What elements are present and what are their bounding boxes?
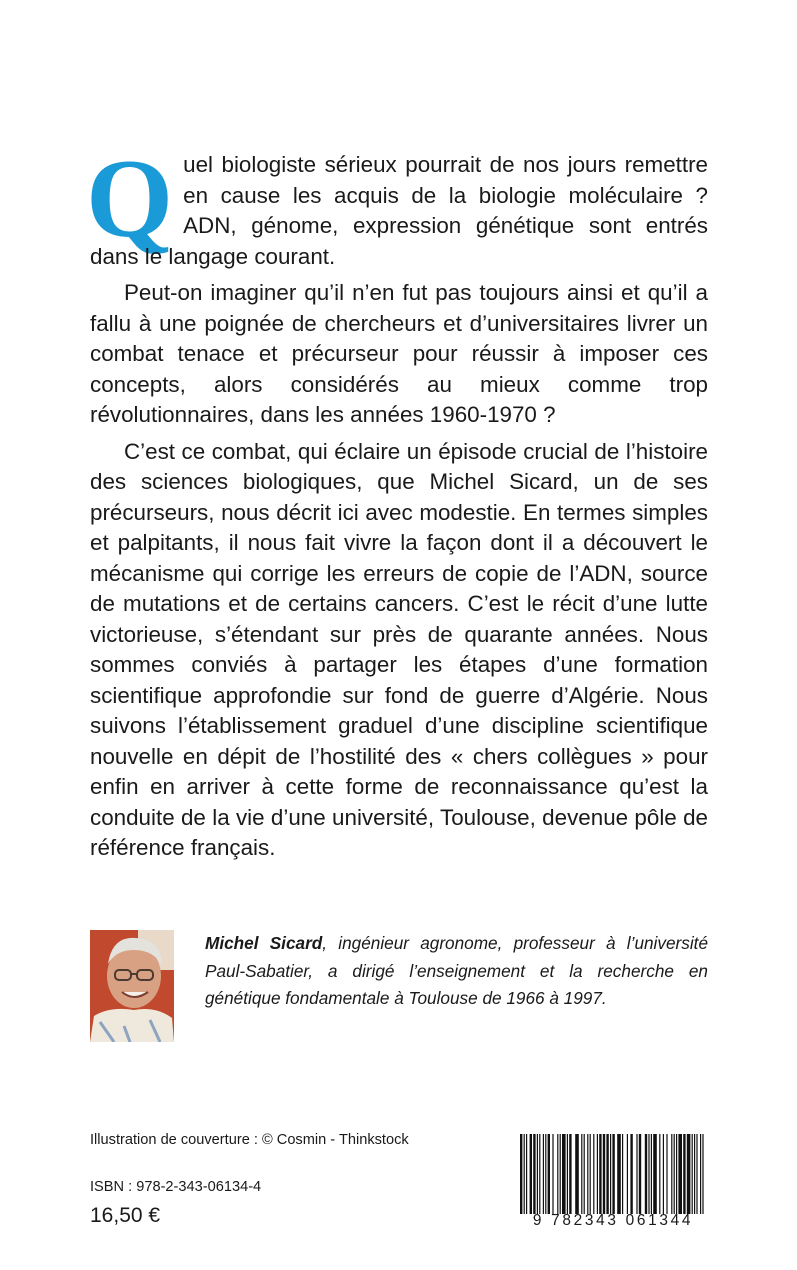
barcode-bar: [599, 1134, 601, 1214]
barcode-bar: [671, 1134, 672, 1214]
author-bio-text: , ingénieur agronome, professeur à l’université Paul-Sabatier, a dirigé l’enseignement et la recherche en génétique fondamentale à Toulouse de 1966 à 1997.: [205, 933, 708, 1008]
drop-cap: Q: [86, 137, 174, 261]
barcode-bars: [518, 1134, 708, 1214]
barcode-bar: [692, 1134, 693, 1214]
barcode-bar: [696, 1134, 697, 1214]
barcode-bar: [648, 1134, 649, 1214]
barcode-bar: [539, 1134, 540, 1214]
barcode-bar: [603, 1134, 605, 1214]
barcode-bar: [545, 1134, 546, 1214]
barcode-bar: [653, 1134, 657, 1214]
barcode-bar: [575, 1134, 579, 1214]
barcode-bar: [581, 1134, 582, 1214]
barcode-bar: [700, 1134, 701, 1214]
barcode-bar: [593, 1134, 594, 1214]
barcode-bar: [622, 1134, 623, 1214]
barcode-bar: [659, 1134, 660, 1214]
barcode-bar: [663, 1134, 664, 1214]
barcode-bar: [694, 1134, 695, 1214]
barcode-bar: [548, 1134, 550, 1214]
barcode-bar: [597, 1134, 598, 1214]
barcode-bar: [678, 1134, 682, 1214]
barcode-bar: [645, 1134, 647, 1214]
author-name: Michel Sicard: [205, 933, 323, 953]
barcode-bar: [702, 1134, 703, 1214]
barcode-bar: [590, 1134, 591, 1214]
author-photo: [90, 930, 174, 1042]
barcode-bar: [666, 1134, 667, 1214]
barcode-bar: [569, 1134, 571, 1214]
barcode-bar: [587, 1134, 588, 1214]
blurb-paragraph-2: Peut-on imaginer qu’il n’en fut pas toujours ainsi et qu’il a fallu à une poignée de chercheurs et d’universitaires livrer un combat tenace et précurseur pour réussir à imposer ces concepts, alors considérés au mieux comme trop révolutionnaires, dans les années 1960-1970 ?: [90, 280, 708, 427]
author-bio: [205, 930, 708, 1013]
price: 16,50 €: [90, 1204, 161, 1227]
blurb-paragraph-1-text: uel biologiste sérieux pourrait de nos jours remettre en cause les acquis de la biologie moléculaire ? ADN, génome, expression génétique sont entrés dans le langage courant.: [90, 152, 708, 269]
barcode-digits: 9 782343 061344: [532, 1212, 694, 1229]
barcode-bar: [651, 1134, 652, 1214]
barcode-bar: [520, 1134, 522, 1214]
barcode: [518, 1134, 708, 1234]
barcode-bar: [560, 1134, 561, 1214]
barcode-bar: [617, 1134, 621, 1214]
illustration-credit: Illustration de couverture : © Cosmin - Thinkstock: [90, 1132, 409, 1148]
barcode-bar: [552, 1134, 553, 1214]
barcode-bar: [674, 1134, 675, 1214]
blurb: [86, 137, 708, 870]
barcode-bar: [606, 1134, 608, 1214]
barcode-bar: [676, 1134, 677, 1214]
barcode-bar: [612, 1134, 614, 1214]
barcode-bar: [543, 1134, 544, 1214]
barcode-bar: [526, 1134, 527, 1214]
barcode-bar: [636, 1134, 637, 1214]
barcode-bar: [639, 1134, 641, 1214]
barcode-bar: [627, 1134, 628, 1214]
barcode-bar: [567, 1134, 568, 1214]
barcode-bar: [584, 1134, 585, 1214]
barcode-bar: [524, 1134, 525, 1214]
blurb-paragraph-3: C’est ce combat, qui éclaire un épisode crucial de l’histoire des sciences biologiques, que Michel Sicard, un de ses précurseurs, nous décrit ici avec modestie. En termes simples et palpitants, il nous fait vivre la façon dont il a découvert le mécanisme qui corrige les erreurs de copie de l’ADN, source de mutations et de certains cancers. C’est le récit d’une lutte victorieuse, s’étendant sur près de quarante années. Nous sommes conviés à partager les étapes d’une formation scientifique approfondie sur fond de guerre d’Algérie. Nous suivons l’établissement graduel d’une discipline scientifique nouvelle en dépit de l’hostilité des « chers collègues » pour enfin en arriver à cette forme de reconnaissance qu’est la conduite de la vie d’une université, Toulouse, devenue pôle de référence français.: [90, 438, 708, 860]
barcode-bar: [557, 1134, 558, 1214]
barcode-bar: [687, 1134, 691, 1214]
barcode-bar: [537, 1134, 538, 1214]
barcode-bar: [562, 1134, 566, 1214]
isbn: ISBN : 978-2-343-06134-4: [90, 1179, 262, 1195]
barcode-bar: [683, 1134, 685, 1214]
barcode-bar: [530, 1134, 532, 1214]
barcode-bar: [630, 1134, 632, 1214]
barcode-bar: [610, 1134, 611, 1214]
blurb-paragraph-1: [86, 137, 708, 272]
barcode-bar: [533, 1134, 535, 1214]
